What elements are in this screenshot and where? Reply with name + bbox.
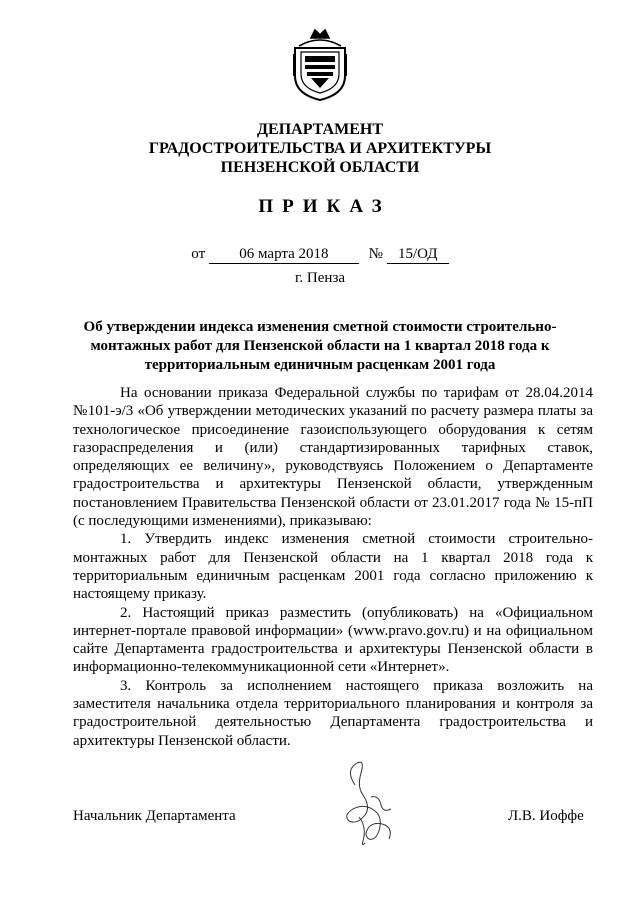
document-type: ПРИКАЗ — [258, 196, 391, 217]
order-title: Об утверждении индекса изменения сметной стоимости строительно-монтажных работ для Пензенской области на 1 квартал 2018 года к территориальным единичным расценкам 2001 года — [83, 319, 557, 373]
body-paragraph-preamble: На основании приказа Федеральной службы по тарифам от 28.04.2014 №101-э/3 «Об утверждении методических указаний по расчету размера платы за технологическое присоединение газоиспользующего оборудования к сетям газораспределения и (или) стандартизированных тарифных ставок, определяющих ее величину», руководствуясь Положением о Департаменте градостроительства и архитектуры Пензенской области, утвержденным постановлением Правительства Пензенской области от 23.01.2017 года № 15-пП (с последующими изменениями), приказываю: — [73, 385, 593, 530]
signatory-name: Л.В. Иоффе — [508, 808, 584, 824]
department-line-1: ДЕПАРТАМЕНТ — [257, 121, 383, 138]
handwritten-signature — [335, 755, 407, 850]
date-prefix: от — [191, 246, 206, 262]
order-body — [73, 384, 593, 750]
body-paragraph-item-3: 3. Контроль за исполнением настоящего приказа возложить на заместителя начальника отдела территориального планирования и контроля за градостроительной деятельностью Департамента градостроительства и архитектуры Пензенской области. — [73, 677, 593, 749]
order-date: 06 марта 2018 — [209, 246, 359, 264]
order-number: 15/ОД — [387, 246, 449, 264]
body-paragraph-item-1: 1. Утвердить индекс изменения сметной стоимости строительно-монтажных работ для Пензенской области на 1 квартал 2018 года к территориальным единичным расценкам 2001 года согласно приложению к настоящему приказу. — [73, 531, 593, 603]
coat-of-arms-emblem — [289, 26, 351, 102]
date-number-line — [0, 244, 640, 264]
city: г. Пенза — [294, 270, 346, 286]
body-paragraph-item-2: 2. Настоящий приказ разместить (опубликовать) на «Официальном интернет-портале правовой информации» (www.pravo.gov.ru) и на официальном сайте Департамента градостроительства и архитектуры Пензенской области в информационно-телекоммуникационной сети «Интернет». — [73, 604, 593, 676]
department-name — [0, 120, 640, 177]
department-line-2: ГРАДОСТРОИТЕЛЬСТВА И АРХИТЕКТУРЫ — [148, 140, 492, 157]
number-prefix: № — [368, 246, 383, 262]
signatory-position: Начальник Департамента — [73, 808, 236, 824]
department-line-3: ПЕНЗЕНСКОЙ ОБЛАСТИ — [220, 159, 420, 176]
